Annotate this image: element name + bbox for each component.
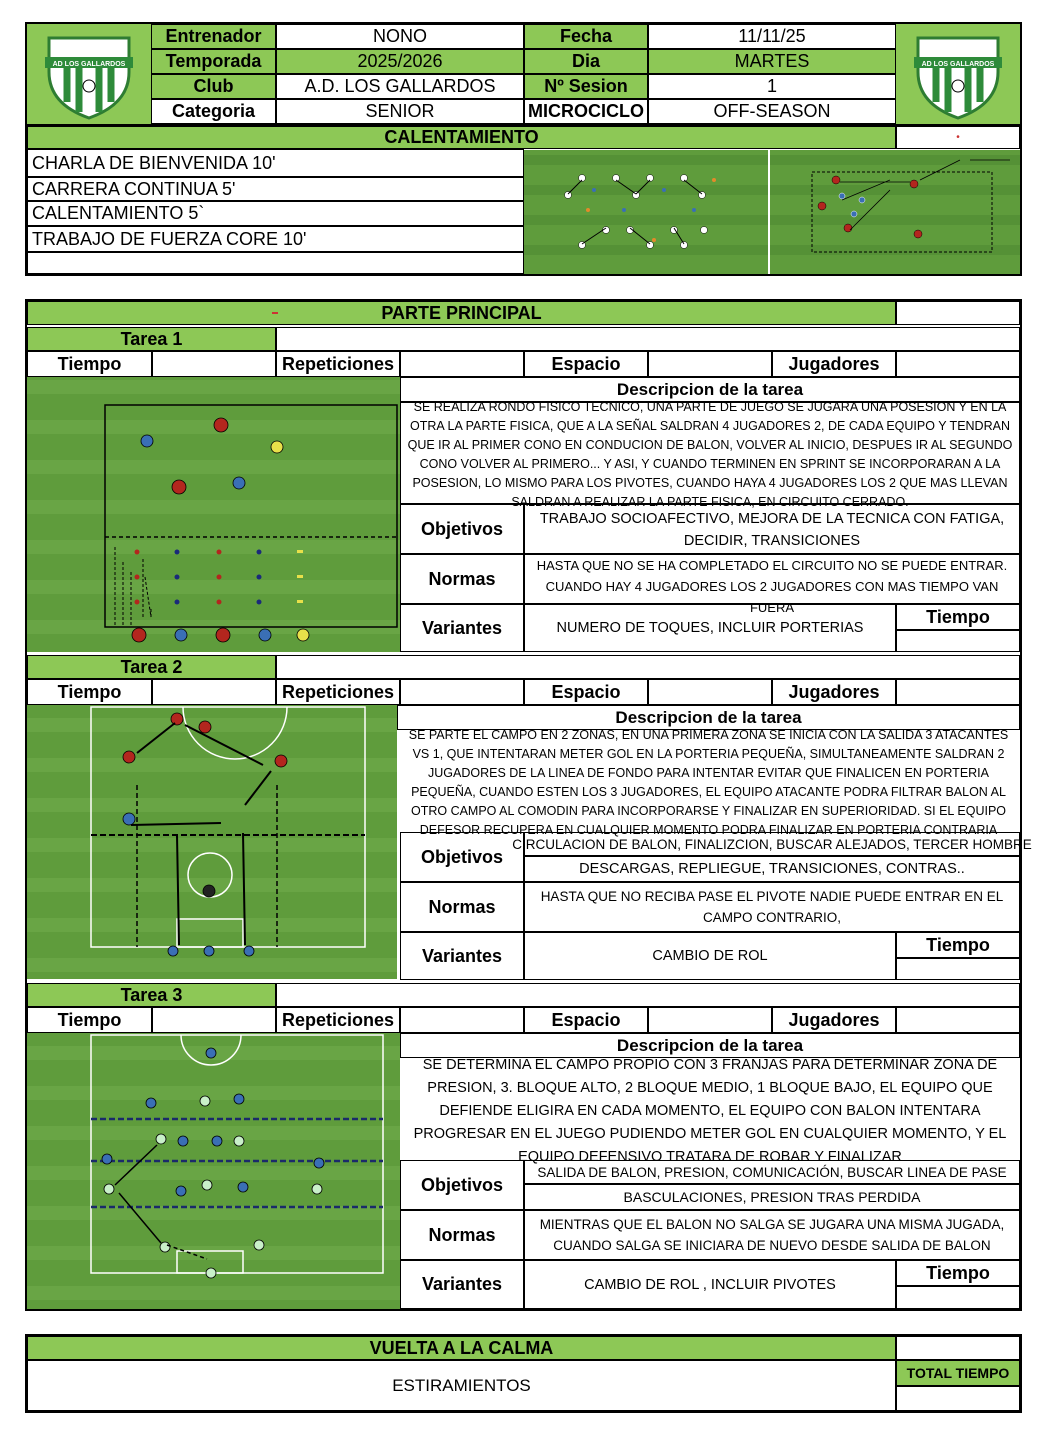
logo-text: AD LOS GALLARDOS [52, 61, 126, 68]
repeticiones-label: Repeticiones [276, 1007, 400, 1033]
warmup-diagram-1 [524, 150, 768, 274]
task-description-border [400, 402, 1020, 504]
task-normas: HASTA QUE NO SE HA COMPLETADO EL CIRCUITO NO SE PUEDE ENTRAR. CUANDO HAY 4 JUGADORES LOS 2 JUGADORES CON MAS TIEMPO VAN FUERA [524, 554, 1020, 604]
jugadores-value [896, 1007, 1020, 1033]
espacio-label: Espacio [524, 351, 648, 377]
entrenador-label: Entrenador [151, 24, 276, 49]
task-normas: MIENTRAS QUE EL BALON NO SALGA SE JUGARA UNA MISMA JUGADA, CUANDO SALGA SE INICIARA DE NUEVO DESDE SALIDA DE BALON [524, 1210, 1020, 1260]
total-tiempo-label: TOTAL TIEMPO [896, 1360, 1020, 1386]
repeticiones-value [400, 351, 524, 377]
fecha-label: Fecha [524, 24, 648, 49]
task-3-diagram [27, 1033, 400, 1309]
task-title-blank [276, 655, 1020, 679]
normas-label: Normas [400, 554, 524, 604]
task-title-blank [276, 327, 1020, 351]
tiempo-label: Tiempo [27, 351, 152, 377]
jugadores-value [896, 679, 1020, 705]
club-label: Club [151, 74, 276, 99]
club-logo-right [896, 24, 1020, 124]
task-description: SE PARTE EL CAMPO EN 2 ZONAS, EN UNA PRIMERA ZONA SE INICIA CON LA SALIDA 3 ATACANTES VS 1, QUE INTENTARAN METER GOL EN LA PORTERIA PEQUEÑA, SIMULTANEAMENTE SALDRAN 2 JUGADORES DE LA LINEA DE FONDO PARA INTENTAR EVITAR QUE FINALICEN EN PORTERIA PEQUEÑA, CUANDO ESTEN LOS 3 JUGADORES, EL EQUIPO ATACANTE PODRA FILTRAR BALON AL OTRO CAMPO AL COMODIN PARA INCORPORARSE Y FINALIZAR EN SUPERIORIDAD. SI EL EQUIPO DEFESOR RECUPERA EN CUALQUIER MOMENTO PODRA FINALIZAR EN PORTERIA CONTRARIA [408, 728, 1009, 837]
cooldown-title: VUELTA A LA CALMA [27, 1336, 896, 1360]
task-title: Tarea 3 [27, 983, 276, 1007]
dia-value: MARTES [648, 49, 896, 74]
objetivos-label: Objetivos [400, 832, 524, 882]
tiempo-label: Tiempo [896, 1260, 1020, 1286]
variantes-label: Variantes [400, 932, 524, 980]
total-tiempo-value [896, 1386, 1020, 1411]
microciclo-value: OFF-SEASON [648, 99, 896, 124]
cooldown-content: ESTIRAMIENTOS [27, 1360, 896, 1411]
descripcion-label: Descripcion de la tarea [397, 705, 1020, 730]
warmup-title-side: • [896, 126, 1020, 149]
warmup-item: CHARLA DE BIENVENIDA 10' [27, 149, 524, 177]
sesion-label: Nº Sesion [524, 74, 648, 99]
tiempo-value [152, 351, 276, 377]
task-objetivos: TRABAJO SOCIOAFECTIVO, MEJORA DE LA TECNICA CON FATIGA, DECIDIR, TRANSICIONES [524, 504, 1020, 554]
tiempo-label: Tiempo [27, 679, 152, 705]
warmup-item: CARRERA CONTINUA 5' [27, 177, 524, 201]
task-title: Tarea 1 [27, 327, 276, 351]
microciclo-label: MICROCICLO [524, 99, 648, 124]
tiempo-label: Tiempo [896, 604, 1020, 630]
fecha-value: 11/11/25 [648, 24, 896, 49]
dia-label: Dia [524, 49, 648, 74]
club-logo-left [27, 24, 151, 124]
entrenador-value: NONO [276, 24, 524, 49]
warmup-empty-row [27, 252, 524, 274]
tiempo-value [896, 630, 1020, 652]
repeticiones-value [400, 679, 524, 705]
jugadores-label: Jugadores [772, 1007, 896, 1033]
task-objetivos: CIRCULACION DE BALON, FINALIZCION, BUSCAR ALEJADOS, TERCER HOMBRE [524, 832, 1020, 856]
descripcion-label: Descripcion de la tarea [400, 377, 1020, 402]
task-1-diagram [27, 377, 400, 652]
task-variantes: CAMBIO DE ROL [524, 932, 896, 980]
descripcion-label: Descripcion de la tarea [400, 1033, 1020, 1058]
tiempo-value [896, 958, 1020, 980]
espacio-value [648, 679, 772, 705]
task-title: Tarea 2 [27, 655, 276, 679]
tiempo-label: Tiempo [27, 1007, 152, 1033]
jugadores-label: Jugadores [772, 679, 896, 705]
categoria-label: Categoria [151, 99, 276, 124]
jugadores-label: Jugadores [772, 351, 896, 377]
tiempo-value [152, 1007, 276, 1033]
task-title-blank [276, 983, 1020, 1007]
task-objetivos: SALIDA DE BALON, PRESION, COMUNICACIÓN, BUSCAR LINEA DE PASE [524, 1160, 1020, 1184]
temporada-label: Temporada [151, 49, 276, 74]
club-value: A.D. LOS GALLARDOS [276, 74, 524, 99]
task-objetivos: DESCARGAS, REPLIEGUE, TRANSICIONES, CONTRAS.. [524, 856, 1020, 882]
espacio-label: Espacio [524, 1007, 648, 1033]
task-description: SE REALIZA RONDO FISICO TECNICO, UNA PARTE DE JUEGO SE JUGARA UNA POSESION Y EN LA OTRA LA PARTE FISICA, QUE A LA SEÑAL SALDRAN 4 JUGADORES 2, DE CADA EQUIPO Y TENDRAN QUE IR AL PRIMER CONO EN CONDUCION DE BALON, VOLVER AL INICIO, DESPUES IR AL SEGUNDO CONO VOLVER AL PRIMERO... Y ASI, Y CUANDO TERMINEN EN SPRINT SE INCORPORARAN A LA POSESION, LO MISMO PARA LOS PIVOTES, CUANDO HAYA 4 JUGADORES LOS 2 QUE MAS LLEVAN SALDRAN A REALIZAR LA PARTE FISICA, EN CIRCUITO CERRADO. [407, 400, 1013, 509]
task-2-diagram [27, 705, 397, 979]
warmup-title: CALENTAMIENTO [27, 126, 896, 149]
temporada-value: 2025/2026 [276, 49, 524, 74]
tiempo-label: Tiempo [896, 932, 1020, 958]
task-normas: HASTA QUE NO RECIBA PASE EL PIVOTE NADIE PUEDE ENTRAR EN EL CAMPO CONTRARIO, [524, 882, 1020, 932]
espacio-label: Espacio [524, 679, 648, 705]
variantes-label: Variantes [400, 1260, 524, 1309]
warmup-diagram-2 [770, 150, 1020, 274]
tiempo-value [152, 679, 276, 705]
main-title-mark [272, 312, 278, 314]
main-title-side [896, 301, 1020, 325]
normas-label: Normas [400, 1210, 524, 1260]
main-title: PARTE PRINCIPAL [27, 301, 896, 325]
warmup-item: CALENTAMIENTO 5` [27, 201, 524, 226]
repeticiones-label: Repeticiones [276, 351, 400, 377]
task-variantes: NUMERO DE TOQUES, INCLUIR PORTERIAS [524, 604, 896, 652]
objetivos-label: Objetivos [400, 504, 524, 554]
task-objetivos: BASCULACIONES, PRESION TRAS PERDIDA [524, 1184, 1020, 1210]
normas-label: Normas [400, 882, 524, 932]
categoria-value: SENIOR [276, 99, 524, 124]
repeticiones-value [400, 1007, 524, 1033]
sesion-value: 1 [648, 74, 896, 99]
variantes-label: Variantes [400, 604, 524, 652]
task-variantes: CAMBIO DE ROL , INCLUIR PIVOTES [524, 1260, 896, 1309]
logo-text: AD LOS GALLARDOS [921, 61, 995, 68]
repeticiones-label: Repeticiones [276, 679, 400, 705]
espacio-value [648, 1007, 772, 1033]
task-description: SE DETERMINA EL CAMPO PROPIO CON 3 FRANJAS PARA DETERMINAR ZONA DE PRESION, 3. BLOQUE ALTO, 2 BLOQUE MEDIO, 1 BLOQUE BAJO, EL EQUIPO QUE DEFIENDE ELIGIRA EN CADA MOMENTO, EL EQUIPO CON BALON INTENTARA PROGRESAR EN EL JUEGO PUDIENDO METER GOL EN CUALQUIER MOMENTO, Y EL EQUIPO DEFENSIVO TRATARA DE ROBAR Y FINALIZAR [413, 1057, 1007, 1165]
tiempo-value [896, 1286, 1020, 1309]
warmup-item: TRABAJO DE FUERZA CORE 10' [27, 226, 524, 252]
objetivos-label: Objetivos [400, 1160, 524, 1210]
cooldown-title-side [896, 1336, 1020, 1360]
jugadores-value [896, 351, 1020, 377]
espacio-value [648, 351, 772, 377]
